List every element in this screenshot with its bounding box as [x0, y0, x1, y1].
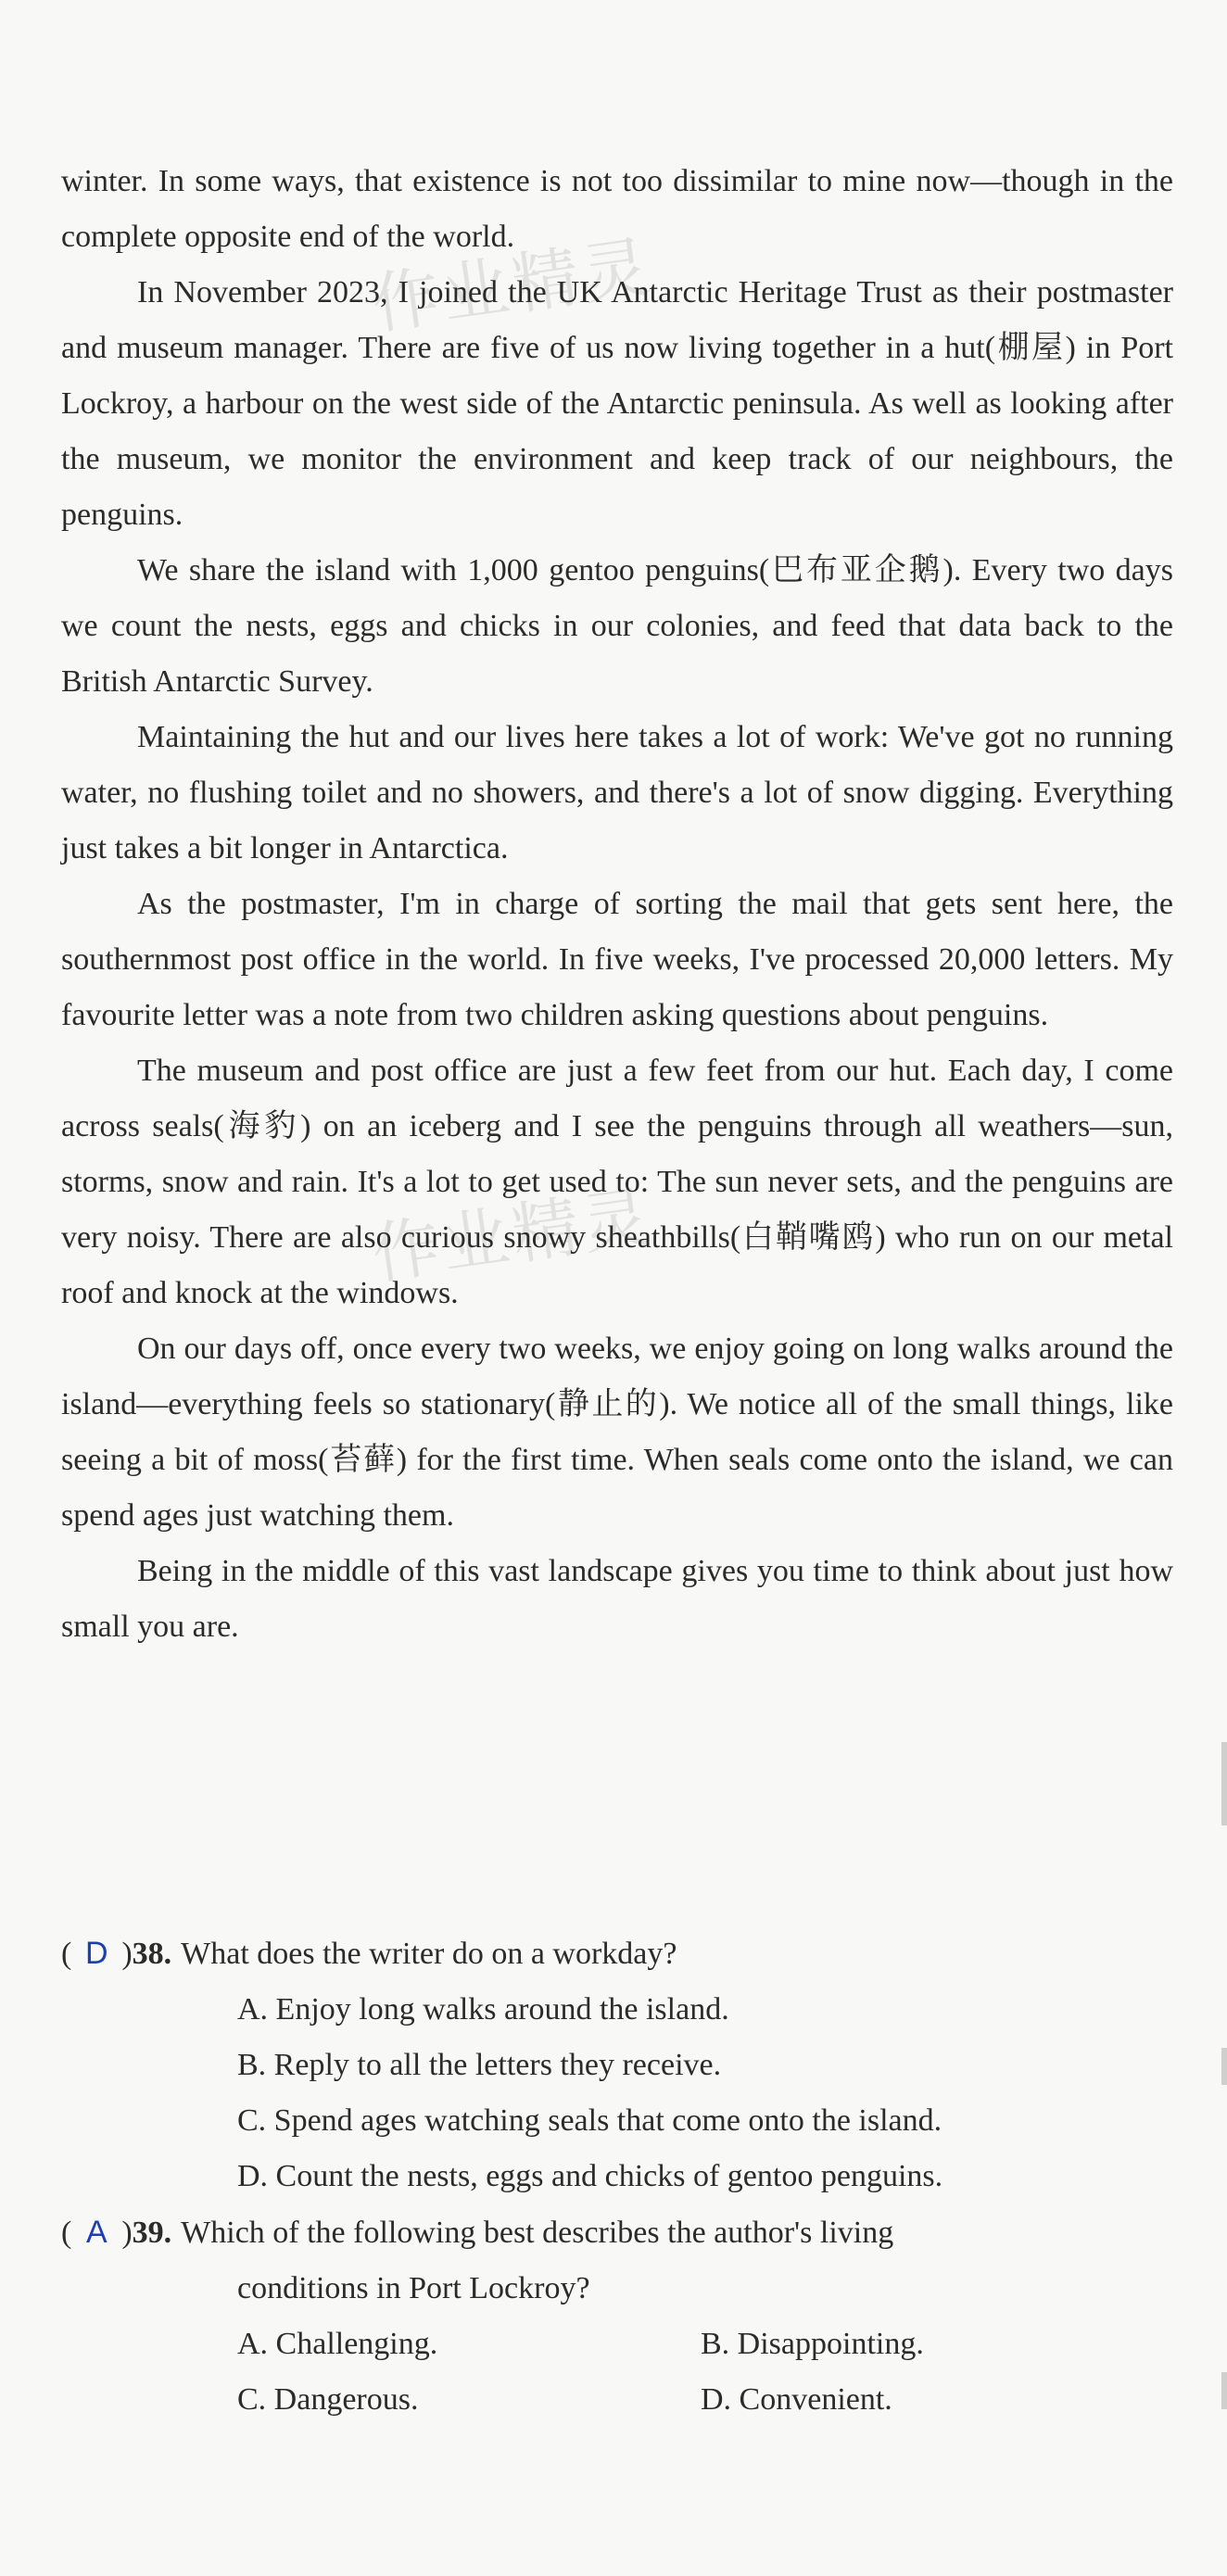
passage-paragraph: On our days off, once every two weeks, we enjoy going on long walks around the island—everything feels so stationary(静止的). We notice all of the small things, like seeing a bit of moss(苔藓) for the first time. When seals come onto the island, we can spend ages just watching them.: [61, 1332, 1173, 1533]
option-d[interactable]: D. Convenient.: [701, 2382, 892, 2417]
watermark: 作业精灵: [367, 1177, 658, 1294]
watermark: 作业精灵: [367, 227, 658, 344]
question-number: 39.: [132, 2216, 172, 2250]
option-a[interactable]: A. Enjoy long walks around the island.: [237, 1992, 729, 2027]
passage-paragraph: In November 2023, I joined the UK Antarctic Heritage Trust as their postmaster and museum manager. There are five of us now living together in a hut(棚屋) in Port Lockroy, a harbour on the west side of the Antarctic peninsula. As well as looking after the museum, we monitor the environment and keep track of our neighbours, the penguins.: [61, 275, 1173, 532]
question-stem: What does the writer do on a workday?: [181, 1937, 677, 1971]
answer-bracket-open: (: [61, 1937, 72, 1971]
option-list: [237, 2317, 1173, 2428]
option-c[interactable]: C. Spend ages watching seals that come onto the island.: [237, 2103, 942, 2138]
answer-bracket-close: ): [121, 2216, 133, 2250]
question-39: [61, 2204, 1173, 2428]
passage-paragraph: As the postmaster, I'm in charge of sorting the mail that gets sent here, the southernmost post office in the world. In five weeks, I've processed 20,000 letters. My favourite letter was a note from two children asking questions about penguins.: [61, 887, 1173, 1032]
question-38: [61, 1926, 1173, 2204]
page-edge-mark: [1221, 2372, 1227, 2409]
option-list: [237, 1982, 1173, 2204]
page-edge-mark: [1221, 1742, 1227, 1825]
option-b[interactable]: B. Disappointing.: [701, 2327, 924, 2361]
reading-passage: [61, 154, 1173, 1655]
question-section: [61, 1926, 1173, 2428]
option-a[interactable]: A. Challenging.: [237, 2327, 438, 2361]
option-b[interactable]: B. Reply to all the letters they receive.: [237, 2048, 722, 2082]
page-edge-mark: [1221, 2048, 1227, 2085]
passage-paragraph: Maintaining the hut and our lives here takes a lot of work: We've got no running water, no flushing toilet and no showers, and there's a lot of snow digging. Everything just takes a bit longer in Antarctica.: [61, 720, 1173, 865]
option-c[interactable]: C. Dangerous.: [237, 2382, 419, 2417]
question-stem: Which of the following best describes the author's living: [181, 2216, 894, 2250]
passage-paragraph: We share the island with 1,000 gentoo penguins(巴布亚企鹅). Every two days we count the nests, eggs and chicks in our colonies, and feed that data back to the British Antarctic Survey.: [61, 553, 1173, 699]
passage-paragraph: Being in the middle of this vast landscape gives you time to think about just how small you are.: [61, 1554, 1173, 1644]
passage-paragraph: The museum and post office are just a few feet from our hut. Each day, I come across seals(海豹) on an iceberg and I see the penguins through all weathers—sun, storms, snow and rain. It's a lot to get used to: The sun never sets, and the penguins are very noisy. There are also curious snowy sheathbills(白鞘嘴鸥) who run on our metal roof and knock at the windows.: [61, 1054, 1173, 1310]
passage-paragraph: winter. In some ways, that existence is not too dissimilar to mine now—though in the complete opposite end of the world.: [61, 164, 1173, 254]
answer-bracket-close: ): [121, 1937, 133, 1971]
option-d[interactable]: D. Count the nests, eggs and chicks of gentoo penguins.: [237, 2159, 943, 2193]
answer-field[interactable]: A: [85, 2215, 108, 2250]
answer-bracket-open: (: [61, 2216, 72, 2250]
question-number: 38.: [132, 1937, 172, 1971]
answer-field[interactable]: D: [85, 1936, 108, 1971]
question-stem-continued: conditions in Port Lockroy?: [237, 2271, 590, 2305]
